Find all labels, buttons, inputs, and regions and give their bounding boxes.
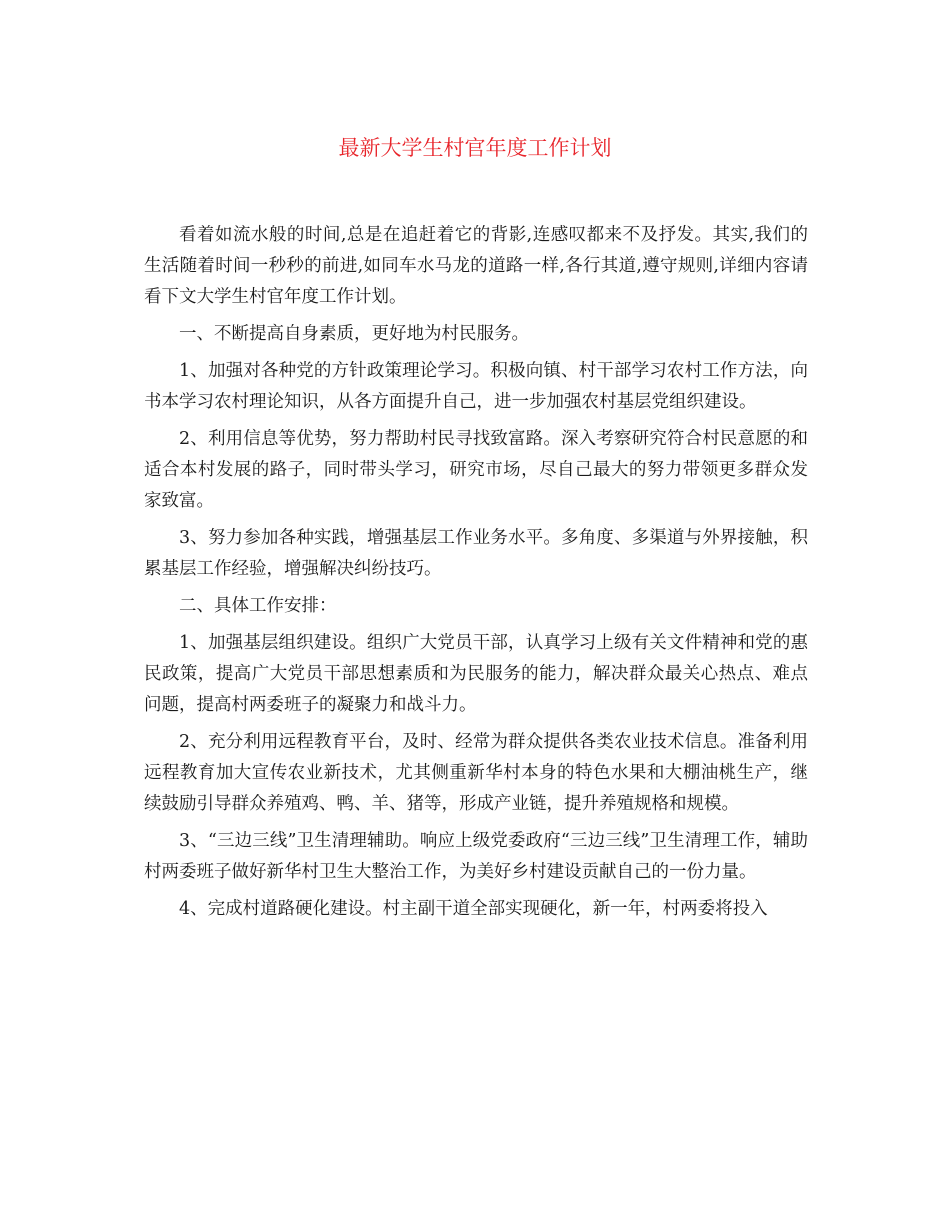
section-heading: 二、具体工作安排：	[179, 596, 337, 616]
paragraph: 3、努力参加各种实践，增强基层工作业务水平。多角度、多渠道与外界接触，积累基层工作经验，增强解决纠纷技巧。	[144, 528, 808, 579]
paragraph: 1、加强对各种党的方针政策理论学习。积极向镇、村干部学习农村工作方法，向书本学习农村理论知识，从各方面提升自己，进一步加强农村基层党组织建设。	[144, 361, 808, 412]
document-body	[144, 220, 808, 931]
paragraph: 4、完成村道路硬化建设。村主副干道全部实现硬化，新一年，村两委将投入	[179, 899, 768, 919]
document-title: 最新大学生村官年度工作计划	[338, 136, 612, 160]
paragraph: 2、充分利用远程教育平台，及时、经常为群众提供各类农业技术信息。准备利用远程教育加大宣传农业新技术，尤其侧重新华村本身的特色水果和大棚油桃生产，继续鼓励引导群众养殖鸡、鸭、羊、猪等，形成产业链，提升养殖规格和规模。	[144, 732, 808, 814]
paragraph: 2、利用信息等优势，努力帮助村民寻找致富路。深入考察研究符合村民意愿的和适合本村发展的路子，同时带头学习，研究市场，尽自己最大的努力带领更多群众发家致富。	[144, 429, 808, 511]
section-heading: 一、不断提高自身素质，更好地为村民服务。	[179, 324, 529, 344]
intro-paragraph: 看着如流水般的时间,总是在追赶着它的背影,连感叹都来不及抒发。其实,我们的生活随着时间一秒秒的前进,如同车水马龙的道路一样,各行其道,遵守规则,详细内容请看下文大学生村官年度工作计划。	[144, 225, 808, 307]
paragraph: 1、加强基层组织建设。组织广大党员干部，认真学习上级有关文件精神和党的惠民政策，提高广大党员干部思想素质和为民服务的能力，解决群众最关心热点、难点问题，提高村两委班子的凝聚力和战斗力。	[144, 633, 808, 715]
paragraph: 3、“三边三线”卫生清理辅助。响应上级党委政府“三边三线”卫生清理工作，辅助村两委班子做好新华村卫生大整治工作，为美好乡村建设贡献自己的一份力量。	[144, 831, 808, 882]
